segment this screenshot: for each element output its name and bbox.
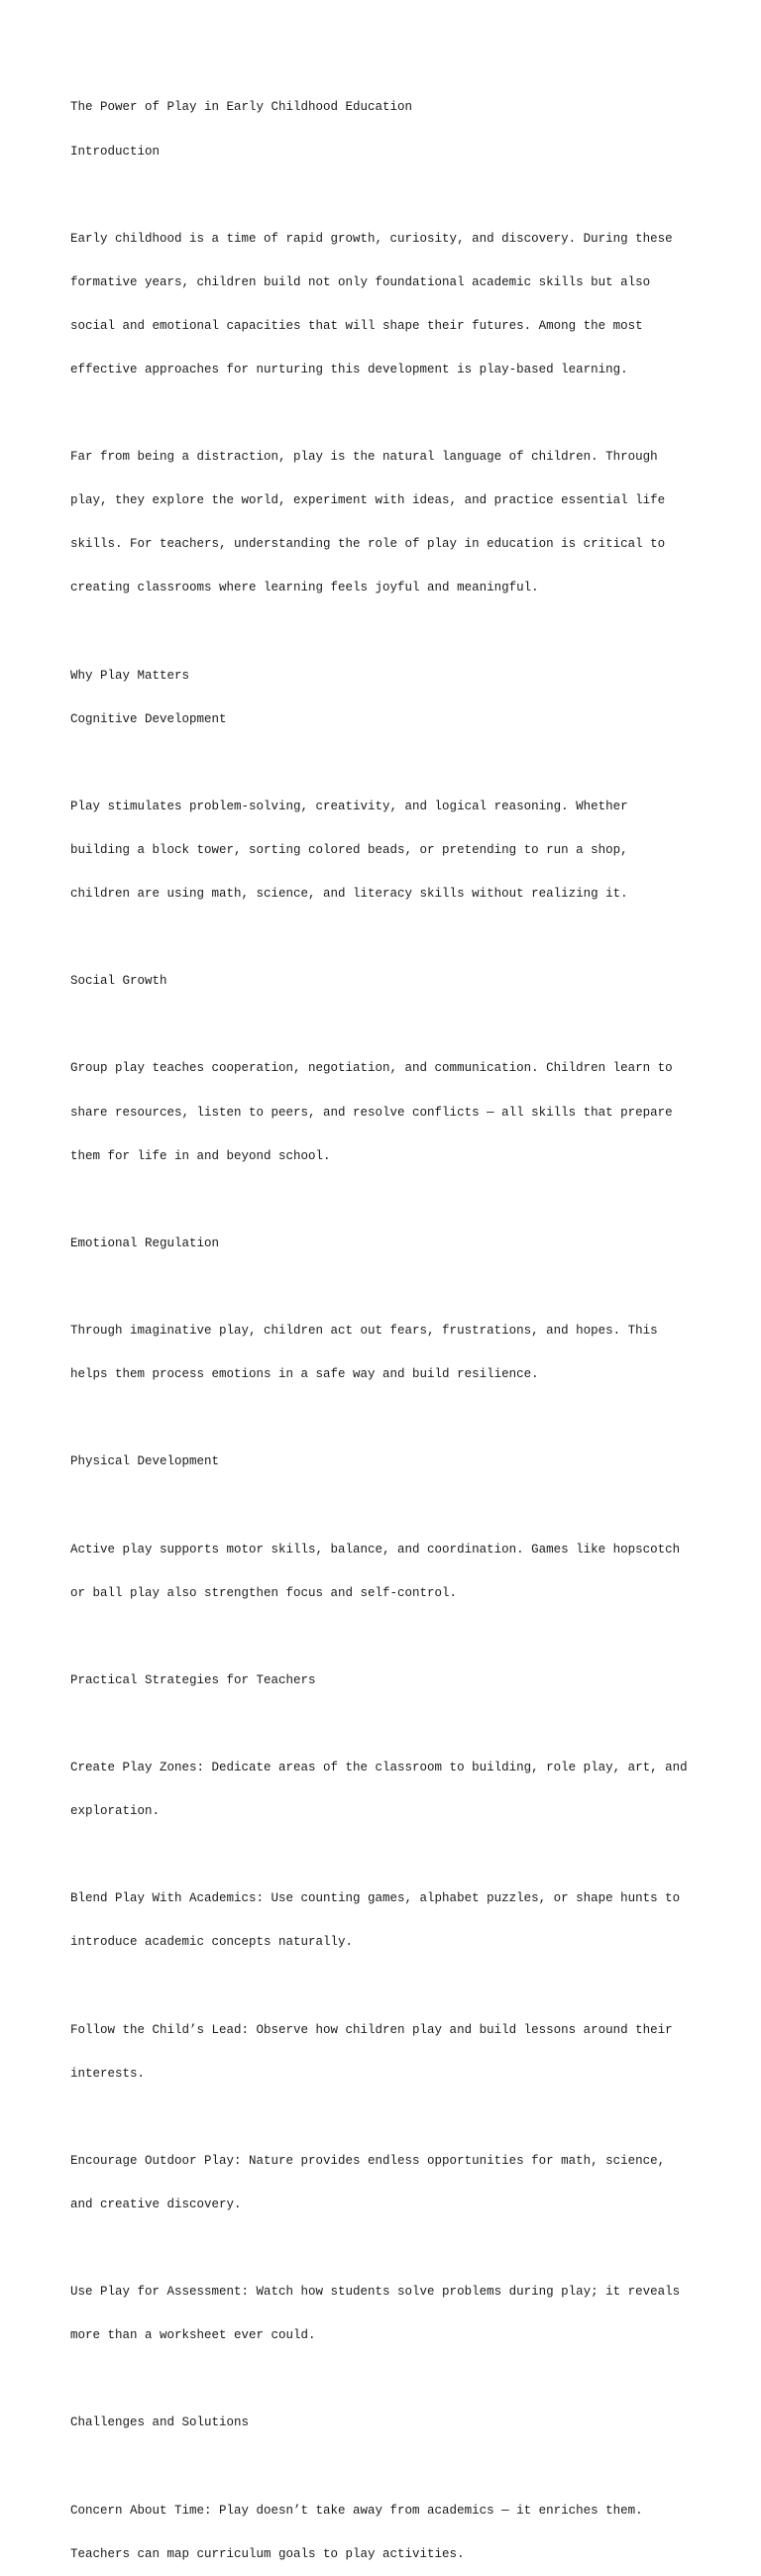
strategy-1-line2: exploration.	[70, 1804, 161, 1819]
intro-p2-line1: Far from being a distraction, play is the natural language of children. Through	[70, 450, 658, 465]
intro-p1-line1: Early childhood is a time of rapid growth, curiosity, and discovery. During these	[70, 231, 673, 246]
strategy-2-line1: Blend Play With Academics: Use counting games, alphabet puzzles, or shape hunts to	[70, 1891, 681, 1906]
intro-p1-line4: effective approaches for nurturing this development is play-based learning.	[70, 362, 628, 376]
emotional-p1-line2: helps them process emotions in a safe way and build resilience.	[70, 1367, 539, 1382]
social-p1-line2: share resources, listen to peers, and resolve conflicts — all skills that prepare	[70, 1105, 673, 1120]
strategy-5-line1: Use Play for Assessment: Watch how students solve problems during play; it reveals	[70, 2285, 681, 2300]
strategy-4-line1: Encourage Outdoor Play: Nature provides endless opportunities for math, science,	[70, 2153, 666, 2168]
cognitive-p1-line1: Play stimulates problem-solving, creativity, and logical reasoning. Whether	[70, 799, 628, 813]
intro-p1-line3: social and emotional capacities that will shape their futures. Among the most	[70, 318, 643, 333]
document-title: The Power of Play in Early Childhood Education	[70, 100, 413, 115]
strategy-3-line1: Follow the Child’s Lead: Observe how children play and build lessons around their	[70, 2022, 673, 2037]
challenge-1-line2: Teachers can map curriculum goals to play activities.	[70, 2546, 465, 2561]
section-heading-practical-strategies: Practical Strategies for Teachers	[70, 1672, 316, 1687]
section-heading-social-growth: Social Growth	[70, 974, 167, 989]
challenge-1-line1: Concern About Time: Play doesn’t take away from academics — it enriches them.	[70, 2503, 643, 2518]
strategy-4-line2: and creative discovery.	[70, 2197, 242, 2211]
emotional-p1-line1: Through imaginative play, children act out fears, frustrations, and hopes. This	[70, 1324, 658, 1339]
cognitive-p1-line2: building a block tower, sorting colored beads, or pretending to run a shop,	[70, 843, 628, 857]
subheading-cognitive-development: Cognitive Development	[70, 711, 227, 726]
intro-p2-line2: play, they explore the world, experiment with ideas, and practice essential life	[70, 493, 666, 508]
section-heading-why-play-matters: Why Play Matters	[70, 668, 190, 683]
strategy-2-line2: introduce academic concepts naturally.	[70, 1935, 354, 1950]
section-heading-physical-development: Physical Development	[70, 1454, 220, 1469]
section-heading-emotional-regulation: Emotional Regulation	[70, 1235, 220, 1250]
strategy-3-line2: interests.	[70, 2066, 146, 2081]
physical-p1-line2: or ball play also strengthen focus and self-control.	[70, 1585, 458, 1600]
document-page	[70, 71, 705, 2576]
strategy-5-line2: more than a worksheet ever could.	[70, 2328, 316, 2343]
cognitive-p1-line3: children are using math, science, and literacy skills without realizing it.	[70, 887, 628, 902]
intro-p2-line4: creating classrooms where learning feels joyful and meaningful.	[70, 581, 539, 595]
intro-p1-line2: formative years, children build not only foundational academic skills but also	[70, 274, 651, 289]
social-p1-line3: them for life in and beyond school.	[70, 1148, 331, 1163]
social-p1-line1: Group play teaches cooperation, negotiation, and communication. Children learn to	[70, 1061, 673, 1076]
section-heading-challenges-and-solutions: Challenges and Solutions	[70, 2415, 250, 2430]
section-heading-introduction: Introduction	[70, 144, 161, 159]
physical-p1-line1: Active play supports motor skills, balance, and coordination. Games like hopscotch	[70, 1542, 681, 1556]
intro-p2-line3: skills. For teachers, understanding the role of play in education is critical to	[70, 537, 666, 552]
strategy-1-line1: Create Play Zones: Dedicate areas of the classroom to building, role play, art, and	[70, 1760, 688, 1774]
